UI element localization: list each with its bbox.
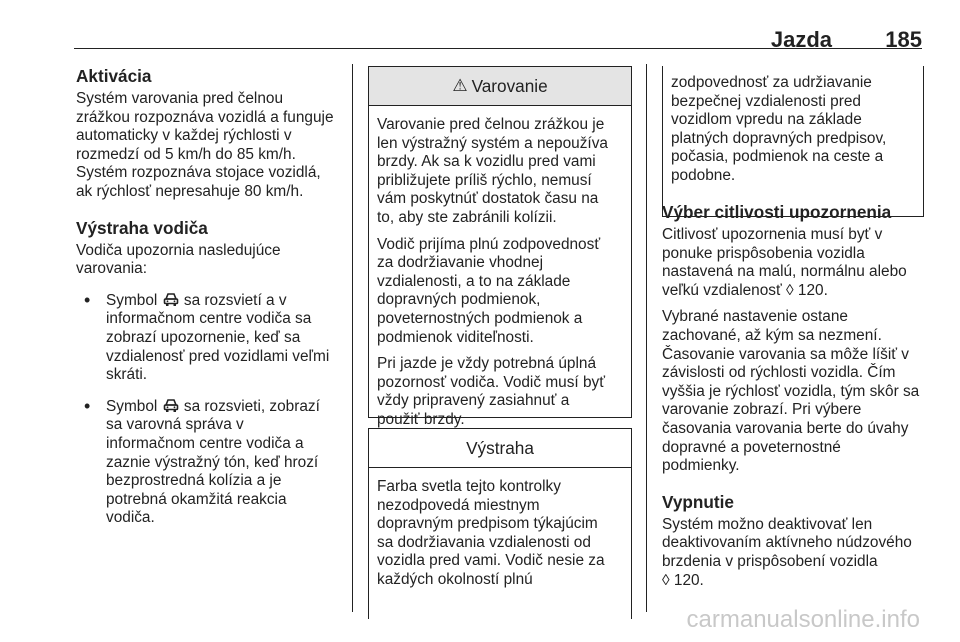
- caution-box-body: [369, 468, 631, 606]
- text-line: skráti.: [106, 366, 148, 384]
- text-line: deaktivovaním aktívneho núdzového: [662, 534, 912, 552]
- text-line: [106, 397, 344, 417]
- sensitivity-paragraph-1: [662, 226, 926, 300]
- text-line: približujete príliš rýchlo, nemusí: [377, 171, 592, 189]
- deactivation-paragraph: [662, 516, 926, 590]
- text-line: informačnom centre vodiča sa: [106, 310, 312, 328]
- activation-text: [76, 90, 344, 202]
- warning-box-body: [369, 106, 631, 446]
- text-line: ponuke prispôsobenia vozidla: [662, 244, 865, 262]
- warning-triangle-icon: ⚠: [452, 75, 468, 95]
- caution-box-title: Výstraha: [466, 437, 534, 458]
- text-line: sa varovná správa v: [106, 416, 244, 434]
- caution-box-continued: [662, 66, 924, 217]
- text-line: zodpovednosť za udržiavanie: [671, 74, 872, 91]
- warning-paragraph-1: [377, 116, 623, 228]
- warning-box: [368, 66, 632, 428]
- text-line: rozmedzí od 5 km/h do 85 km/h.: [76, 145, 296, 163]
- text-line: len výstražný systém a nepoužíva: [377, 134, 608, 152]
- text-line: nastavená na malú, normálnu alebo: [662, 263, 907, 281]
- right-column-sections: [662, 202, 926, 598]
- text-line: platných dopravných predpisov,: [671, 129, 887, 147]
- text-line: Vodič prijíma plnú zodpovednosť: [377, 235, 601, 253]
- text-line: vám poskytnúť dostatok času na: [377, 190, 599, 208]
- text-line: časovania varovania berte do úvahy: [662, 419, 909, 437]
- text-line: podmienky.: [662, 457, 740, 475]
- text-line: automaticky v každej rýchlosti v: [76, 127, 292, 145]
- text-line: brzdenia v prispôsobení vozidla: [662, 552, 878, 570]
- text-line: sa dodržiavania vzdialenosti od: [377, 533, 591, 551]
- text-line: zobrazí upozornenie, keď sa: [106, 328, 301, 346]
- text-line: dopravné a poveternostné: [662, 438, 841, 456]
- text-line: Farba svetla tejto kontrolky: [377, 478, 561, 495]
- text-line: vozidlom vpredu na základe: [671, 111, 862, 129]
- text-line: Citlivosť upozornenia musí byť v: [662, 226, 883, 243]
- warning-box-header: [369, 67, 631, 106]
- warning-box-title: Varovanie: [471, 75, 548, 96]
- text-line: vodiča.: [106, 509, 155, 527]
- activation-heading: Aktivácia: [76, 66, 152, 86]
- text-span: Symbol: [106, 291, 158, 309]
- text-line: varovania:: [76, 260, 148, 278]
- page-number: 185: [885, 27, 922, 52]
- chapter-title: Jazda: [770, 27, 832, 52]
- header-divider: [74, 48, 922, 49]
- text-span: Symbol: [106, 397, 158, 415]
- driver-warning-heading: Výstraha vodiča: [76, 217, 208, 238]
- sensitivity-paragraph-2: [662, 308, 926, 475]
- text-line: pozornosť vodiča. Vodič musí byť: [377, 373, 605, 391]
- text-line: Vodiča upozornia nasledujúce: [76, 241, 281, 259]
- text-line: Vybrané nastavenie ostane: [662, 308, 848, 326]
- warning-paragraph-3: [377, 355, 623, 429]
- text-line: [106, 291, 344, 311]
- text-line: vyššia je rýchlosť vozidla, tým skôr sa: [662, 382, 920, 400]
- caution-box-header: [369, 429, 631, 468]
- text-line: Systém rozpoznáva stojace vozidlá,: [76, 164, 321, 182]
- column-divider-2: [646, 64, 647, 612]
- text-line: varovanie zobrazí. Pri výbere: [662, 401, 862, 419]
- bullet-dot: •: [84, 395, 91, 416]
- bullet-item-2: [76, 397, 344, 528]
- text-span: sa rozsvietí a v: [183, 291, 287, 309]
- caution-paragraph: [377, 478, 623, 590]
- text-line: veľkú vzdialenosť ◊ 120.: [662, 281, 828, 299]
- text-line: Časovanie varovania sa môže líšiť v: [662, 345, 910, 363]
- text-span: sa rozsvieti, zobrazí: [183, 397, 320, 415]
- text-line: podobne.: [671, 166, 736, 184]
- text-line: každých okolností plnú: [377, 570, 533, 588]
- bullet-dot: •: [84, 289, 91, 310]
- text-line: Systém možno deaktivovať len: [662, 515, 873, 533]
- text-line: zrážkou rozpoznáva vozidlá a funguje: [76, 108, 334, 126]
- text-line: ◊ 120.: [662, 571, 704, 589]
- text-line: to, aby ste zabránili kolízii.: [377, 208, 557, 226]
- text-line: použiť brzdy.: [377, 410, 465, 428]
- text-line: ak rýchlosť nepresahuje 80 km/h.: [76, 182, 304, 200]
- text-line: Varovanie pred čelnou zrážkou je: [377, 116, 605, 133]
- driver-warning-intro: [76, 242, 344, 279]
- sensitivity-heading: Výber citlivosti upozornenia: [662, 202, 892, 222]
- text-line: Systém varovania pred čelnou: [76, 90, 284, 107]
- column-left: [76, 66, 344, 528]
- text-line: vzdialenosť pred vozidlami veľmi: [106, 347, 330, 365]
- vehicle-ahead-icon: [162, 397, 180, 414]
- caution-continued-paragraph: [671, 74, 915, 186]
- text-line: bezprostredná kolízia a je: [106, 472, 282, 490]
- text-line: dopravným predpisom týkajúcim: [377, 515, 598, 533]
- text-line: dopravných podmienok,: [377, 291, 541, 309]
- text-line: vzdialenosti, a to na základe: [377, 272, 571, 290]
- bullet-item-1: [76, 291, 344, 385]
- text-line: počasia, podmienok na ceste a: [671, 148, 884, 166]
- text-line: za dodržiavanie vhodnej: [377, 254, 543, 272]
- text-line: závislosti od rýchlosti vozidla. Čím: [662, 364, 896, 382]
- vehicle-ahead-icon: [162, 291, 180, 308]
- column-divider-1: [352, 64, 353, 612]
- caution-box: [368, 428, 632, 619]
- text-line: zachované, až kým sa nezmení.: [662, 326, 882, 344]
- text-line: zaznie výstražný tón, keď hrozí: [106, 453, 319, 471]
- site-watermark: carmanualsonline.info: [686, 606, 920, 633]
- text-line: bezpečnej vzdialenosti pred: [671, 92, 861, 110]
- text-line: potrebná okamžitá reakcia: [106, 490, 287, 508]
- deactivation-heading: Vypnutie: [662, 491, 734, 512]
- text-line: informačnom centre vodiča a: [106, 434, 304, 452]
- text-line: poveternostných podmienok a: [377, 309, 583, 327]
- text-line: podmienok viditeľnosti.: [377, 328, 534, 346]
- text-line: vozidla pred vami. Vodič nesie za: [377, 552, 605, 570]
- text-line: Pri jazde je vždy potrebná úplná: [377, 355, 597, 373]
- text-line: nezodpovedá miestnym: [377, 496, 540, 514]
- caution-box-continued-body: [663, 66, 923, 202]
- warning-paragraph-2: [377, 236, 623, 348]
- text-line: vždy pripravený zasiahnuť a: [377, 392, 570, 410]
- text-line: brzdy. Ak sa k vozidlu pred vami: [377, 153, 596, 171]
